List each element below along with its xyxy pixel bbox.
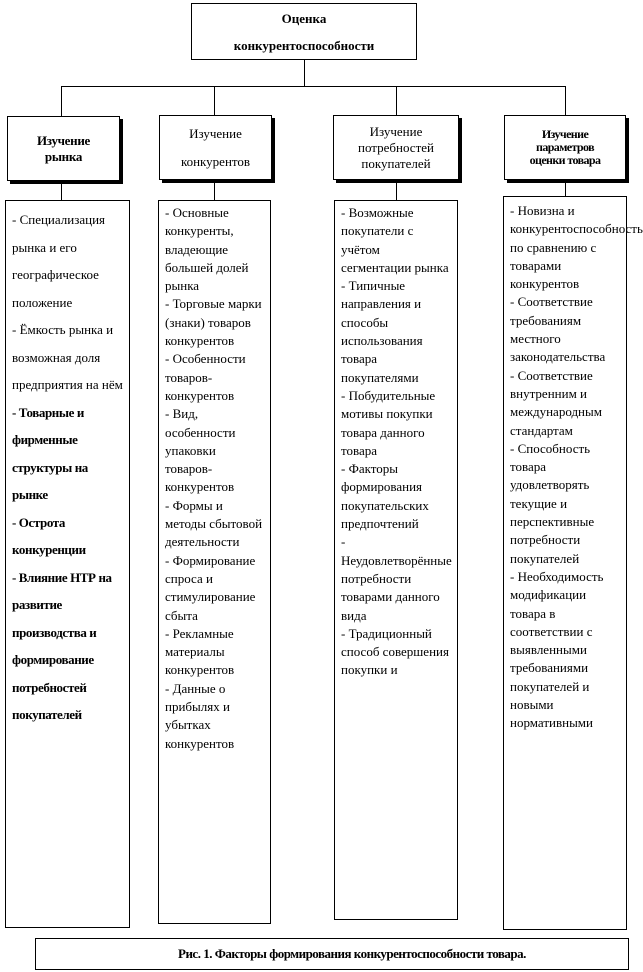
content-market bbox=[5, 200, 130, 928]
competitors-item-5: - Формы и методы сбытовой деятельности bbox=[165, 497, 263, 550]
customers-item-5: - Неудовлетворённые потребности товарами данного вида bbox=[341, 534, 452, 623]
header-competitors bbox=[159, 115, 272, 180]
customers-item-6: - Традиционный способ совершения покупки и bbox=[341, 625, 449, 678]
header-product-params bbox=[504, 115, 626, 180]
header-params-line2: параметров bbox=[536, 140, 594, 154]
params-item-2: - Соответствие требованиям местного законодательства bbox=[510, 294, 606, 365]
root-title-line1: Оценка bbox=[281, 10, 327, 26]
competitors-item-1: - Основные конкуренты, владеющие большей долей рынка bbox=[165, 205, 249, 294]
header-params-line1: Изучение bbox=[541, 127, 589, 141]
params-item-1: - Новизна и конкурентоспособность по сравнению с товарами конкурентов bbox=[510, 203, 643, 292]
connector-col3-down bbox=[396, 180, 397, 200]
header-market-line1: Изучение bbox=[36, 132, 90, 148]
connector-col2-up bbox=[214, 86, 215, 115]
header-competitors-line1: Изучение bbox=[189, 125, 242, 141]
competitors-item-2: - Торговые марки (знаки) товаров конкурентов bbox=[165, 296, 262, 349]
header-params-line3: оценки товара bbox=[529, 153, 601, 167]
market-item-2: - Ёмкость рынка и возможная доля предприятия на нём bbox=[12, 322, 123, 392]
connector-col1-down bbox=[61, 180, 62, 200]
competitors-item-3: - Особенности товаров-конкурентов bbox=[165, 351, 246, 403]
header-competitors-line2: конкурентов bbox=[180, 153, 251, 169]
header-customers bbox=[333, 115, 459, 180]
market-item-3: - Товарные и фирменные структуры на рынке bbox=[12, 404, 88, 502]
market-item-5: - Влияние НТР на развитие производства и формирование потребностей покупателей bbox=[12, 569, 112, 722]
customers-item-4: - Факторы формирования покупательских предпочтений bbox=[341, 461, 429, 532]
header-customers-line2: потребностей bbox=[358, 139, 434, 155]
connector-col2-down bbox=[214, 180, 215, 200]
header-market-line2: рынка bbox=[44, 148, 83, 164]
root-title-line2: конкурентоспособности bbox=[233, 37, 375, 53]
competitors-item-7: - Рекламные материалы конкурентов bbox=[165, 625, 235, 678]
customers-item-1: - Возможные покупатели с учётом сегментации рынка bbox=[341, 205, 449, 275]
content-customers bbox=[334, 200, 458, 920]
competitors-item-8: - Данные о прибылях и убытках конкурентов bbox=[165, 680, 235, 751]
connector-root-down bbox=[304, 59, 305, 87]
connector-col1-up bbox=[61, 86, 62, 116]
market-item-1: - Специализация рынка и его географическое положение bbox=[12, 212, 106, 310]
figure-caption: Рис. 1. Факторы формирования конкурентоспособности товара. bbox=[178, 946, 526, 961]
competitors-item-4: - Вид, особенности упаковки товаров-конкурентов bbox=[165, 406, 236, 495]
figure-caption-box bbox=[35, 938, 629, 970]
content-competitors bbox=[158, 200, 271, 924]
market-item-4: - Острота конкуренции bbox=[12, 514, 86, 557]
connector-col3-up bbox=[396, 86, 397, 115]
content-product-params bbox=[503, 196, 643, 930]
params-item-5: - Необходимость модификации товара в соответствии с выявленными требованиями покупателей и новыми нормативными bbox=[510, 568, 604, 731]
header-customers-line3: покупателей bbox=[361, 155, 431, 171]
params-item-4: - Способность товара удовлетворять текущие и перспективные потребности покупателей bbox=[510, 440, 595, 566]
customers-item-3: - Побудительные мотивы покупки товара данного товара bbox=[341, 387, 436, 458]
header-market bbox=[7, 116, 120, 181]
customers-item-2: - Типичные направления и способы использования товара покупателями bbox=[341, 278, 423, 385]
connector-col4-up bbox=[565, 86, 566, 115]
header-customers-line1: Изучение bbox=[369, 123, 423, 139]
params-item-3: - Соответствие внутренним и международным стандартам bbox=[510, 367, 602, 438]
root-box bbox=[191, 3, 417, 60]
competitors-item-6: - Формирование спроса и стимулирование сбыта bbox=[165, 552, 256, 623]
connector-horizontal bbox=[61, 86, 566, 87]
